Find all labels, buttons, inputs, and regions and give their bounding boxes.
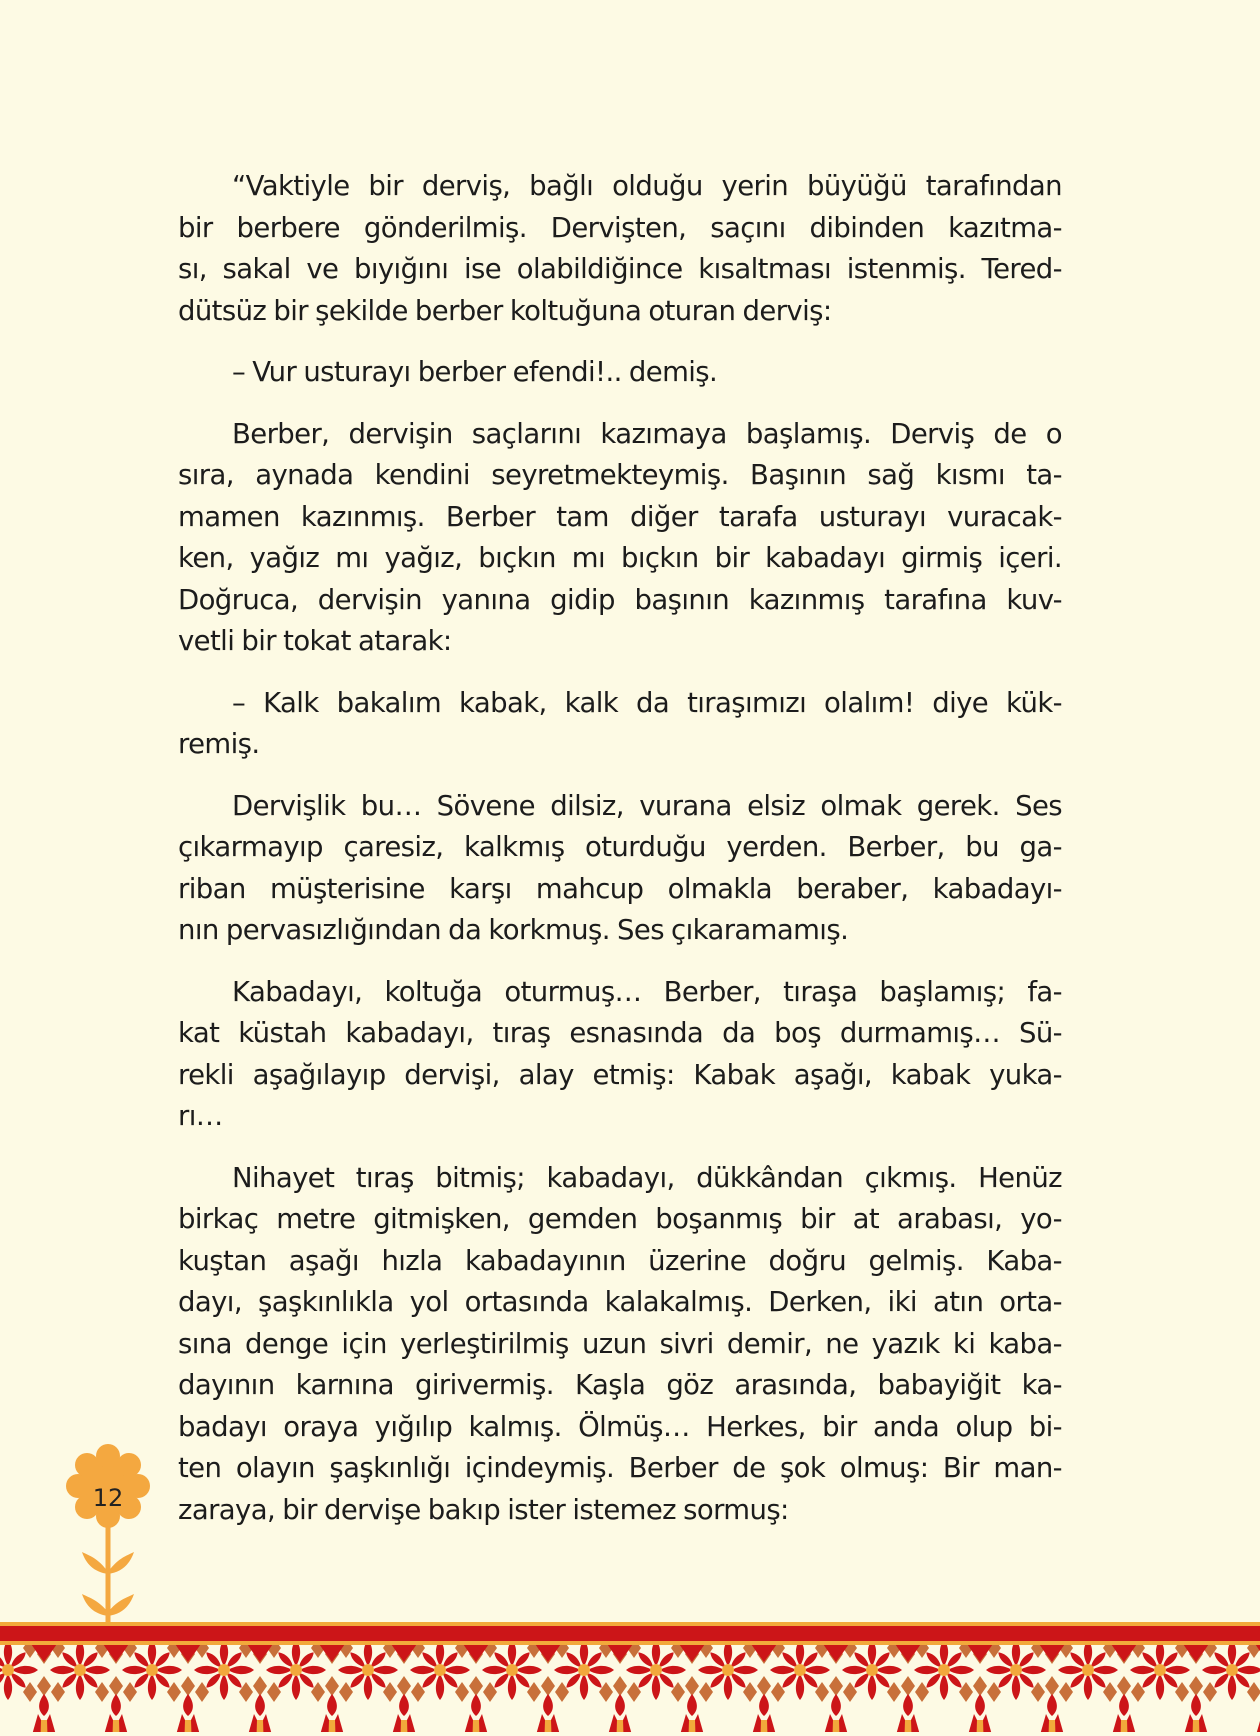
text-line: Kabadayı, koltuğa oturmuş… Berber, tıraşa başlamış; fa- [232, 975, 1062, 1008]
text-line: Dervişlik bu… Sövene dilsiz, vurana elsiz olmak gerek. Ses [232, 789, 1062, 822]
paragraph [178, 786, 1062, 952]
paragraph [178, 414, 1062, 663]
text-line: dayının karnına girivermiş. Kaşla göz arasında, babayiğit ka- [178, 1369, 1062, 1401]
text-line: kuştan aşağı hızla kabadayının üzerine doğru gelmiş. Kaba- [178, 1244, 1062, 1277]
text-line: kat küstah kabadayı, tıraş esnasında da boş durmamış… Sü- [178, 1017, 1062, 1049]
text-line: mamen kazınmış. Berber tam diğer tarafa usturayı vuracak- [178, 500, 1062, 533]
text-block [178, 166, 1062, 1551]
text-line: – Kalk bakalım kabak, kalk da tıraşımızı olalım! diye kük- [232, 686, 1062, 719]
text-line: Berber, dervişin saçlarını kazımaya başlamış. Derviş de o [232, 417, 1062, 450]
page-number: 12 [92, 1484, 124, 1512]
text-line: riban müşterisine karşı mahcup olmakla beraber, kabadayı- [178, 872, 1062, 905]
paragraph [178, 166, 1062, 332]
floral-border-pattern-icon [0, 1622, 1260, 1732]
text-line: ken, yağız mı yağız, bıçkın mı bıçkın bir kabadayı girmiş içeri. [178, 542, 1062, 574]
flower-icon [60, 1440, 156, 1630]
text-line: “Vaktiyle bir derviş, bağlı olduğu yerin büyüğü tarafından [232, 170, 1062, 202]
text-line: – Vur usturayı berber efendi!.. demiş. [232, 356, 718, 388]
text-line: bir berbere gönderilmiş. Dervişten, saçını dibinden kazıtma- [178, 211, 1062, 244]
text-line: rı… [178, 1100, 223, 1132]
paragraph [178, 1158, 1062, 1532]
text-line: vetli bir tokat atarak: [178, 625, 452, 657]
text-line: birkaç metre gitmişken, gemden boşanmış bir at arabası, yo- [178, 1203, 1062, 1235]
text-line: zaraya, bir dervişe bakıp ister istemez sormuş: [178, 1493, 789, 1526]
text-line: Nihayet tıraş bitmiş; kabadayı, dükkândan çıkmış. Henüz [232, 1161, 1062, 1194]
text-line: çıkarmayıp çaresiz, kalkmış oturduğu yerden. Berber, bu ga- [178, 831, 1062, 863]
text-line: rekli aşağılayıp dervişi, alay etmiş: Kabak aşağı, kabak yuka- [178, 1058, 1062, 1091]
text-line: sına denge için yerleştirilmiş uzun sivri demir, ne yazık ki kaba- [178, 1327, 1062, 1360]
text-line: sıra, aynada kendini seyretmekteymiş. Başının sağ kısmı ta- [178, 459, 1062, 491]
paragraph [178, 972, 1062, 1138]
page-number-flower [60, 1440, 156, 1630]
text-line: dütsüz bir şekilde berber koltuğuna oturan derviş: [178, 294, 832, 327]
text-line: remiş. [178, 728, 260, 760]
paragraph [178, 683, 1062, 766]
text-line: sı, sakal ve bıyığını ise olabildiğince kısaltması istenmiş. Tered- [178, 253, 1062, 285]
text-line: badayı oraya yığılıp kalmış. Ölmüş… Herkes, bir anda olup bi- [178, 1410, 1062, 1443]
decorative-border [0, 1622, 1260, 1732]
paragraph [178, 352, 1062, 394]
text-line: ten olayın şaşkınlığı içindeymiş. Berber de şok olmuş: Bir man- [178, 1452, 1062, 1484]
text-line: dayı, şaşkınlıkla yol ortasında kalakalmış. Derken, iki atın orta- [178, 1286, 1062, 1318]
text-line: Doğruca, dervişin yanına gidip başının kazınmış tarafına kuv- [178, 583, 1062, 616]
text-line: nın pervasızlığından da korkmuş. Ses çıkaramamış. [178, 914, 849, 946]
